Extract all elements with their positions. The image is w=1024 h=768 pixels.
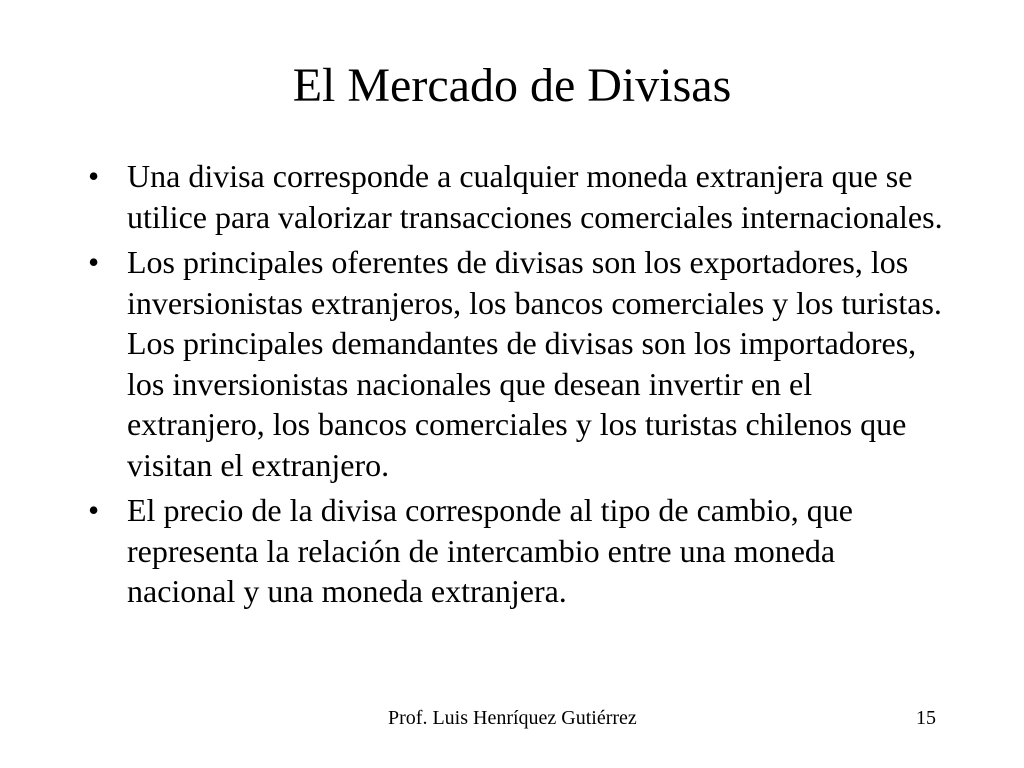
footer-author: Prof. Luis Henríquez Gutiérrez <box>388 707 637 729</box>
bullet-dot-icon: • <box>88 492 100 528</box>
bullet-item <box>88 490 948 612</box>
bullet-dot-icon: • <box>88 158 100 194</box>
bullet-dot-icon: • <box>88 244 100 280</box>
bullet-item <box>88 242 948 485</box>
bullet-text: Una divisa corresponde a cualquier moneda extranjera que se utilice para valorizar transacciones comerciales internacionales. <box>127 158 943 235</box>
page-number: 15 <box>916 707 936 729</box>
bullet-text: Los principales oferentes de divisas son los exportadores, los inversionistas extranjeros, los bancos comerciales y los turistas. Los principales demandantes de divisas son los importadores, los inversionistas nacionales que desean invertir en el extranjero, los bancos comerciales y los turistas chilenos que visitan el extranjero. <box>127 244 942 483</box>
bullet-text: El precio de la divisa corresponde al tipo de cambio, que representa la relación de intercambio entre una moneda nacional y una moneda extranjera. <box>127 492 853 609</box>
bullet-item <box>88 156 948 237</box>
slide-title: El Mercado de Divisas <box>292 59 732 112</box>
bullet-list <box>88 156 948 617</box>
